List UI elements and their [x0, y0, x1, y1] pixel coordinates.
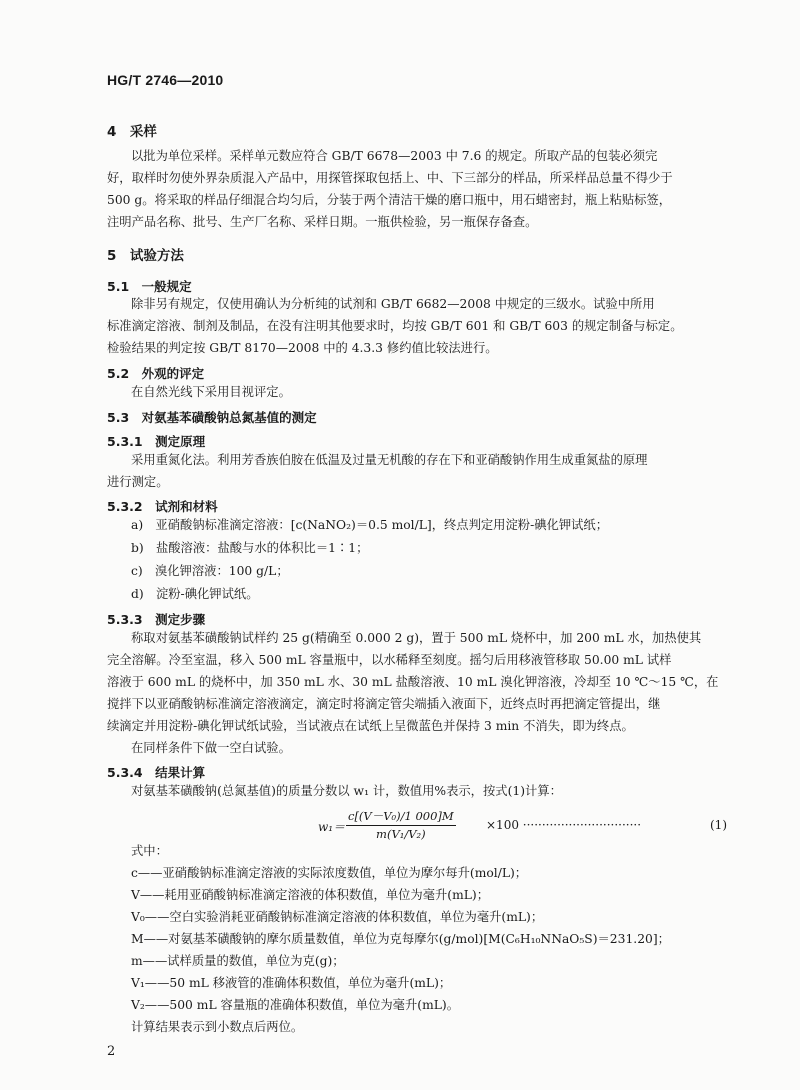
definition-m: m——试样质量的数值，单位为克(g)； [131, 954, 345, 968]
definition-M: M——对氨基苯磺酸钠的摩尔质量数值，单位为克每摩尔(g/mol)[M(C₆H₁₀NNaO₅S)＝231.20]； [131, 932, 670, 946]
section-5-1-title: 5.1 一般规定 [107, 279, 192, 294]
s533-line-6: 在同样条件下做一空白试验。 [131, 741, 291, 755]
s51-line-2: 标准滴定溶液、制剂及制品，在没有注明其他要求时，均按 GB/T 601 和 GB/T 603 的规定制备与标定。 [107, 319, 683, 333]
s533-line-2: 完全溶解。冷至室温，移入 500 mL 容量瓶中，以水稀释至刻度。摇匀后用移液管移取 50.00 mL 试样 [107, 653, 672, 667]
section-5-3-2-title: 5.3.2 试剂和材料 [107, 499, 218, 514]
s531-line-1: 采用重氮化法。利用芳香族伯胺在低温及过量无机酸的存在下和亚硝酸钠作用生成重氮盐的原理 [131, 453, 648, 467]
definition-c: c——亚硝酸钠标准滴定溶液的实际浓度数值，单位为摩尔每升(mol/L)； [131, 866, 528, 880]
page-number: 2 [107, 1044, 116, 1059]
definition-V1: V₁——50 mL 移液管的准确体积数值，单位为毫升(mL)； [131, 976, 452, 990]
section-5-3-title: 5.3 对氨基苯磺酸钠总氮基值的测定 [107, 410, 317, 425]
formula-fraction [346, 808, 456, 841]
result-precision-note: 计算结果表示到小数点后两位。 [131, 1020, 304, 1034]
section-4-title: 4 采样 [107, 124, 157, 140]
formula-1 [318, 808, 738, 848]
reagent-item-d: d) 淀粉-碘化钾试纸。 [131, 587, 259, 601]
section-5-title: 5 试验方法 [107, 248, 184, 264]
s4-line-3: 500 g。将采取的样品仔细混合均匀后，分装于两个清洁干燥的磨口瓶中，用石蜡密封，瓶上粘贴标签， [107, 193, 672, 207]
s533-line-5: 续滴定并用淀粉-碘化钾试纸试验，当试液点在试纸上呈微蓝色并保持 3 min 不消失，即为终点。 [107, 719, 634, 733]
formula-denominator: m(V₁/V₂) [376, 827, 426, 841]
s531-line-2: 进行测定。 [107, 475, 169, 489]
section-5-2-title: 5.2 外观的评定 [107, 366, 205, 381]
definition-V0: V₀——空白实验消耗亚硝酸钠标准滴定溶液的体积数值，单位为毫升(mL)； [131, 910, 544, 924]
section-5-3-4-title: 5.3.4 结果计算 [107, 765, 206, 780]
s4-line-2: 好，取样时勿使外界杂质混入产品中，用探管探取包括上、中、下三部分的样品，所采样品总量不得少于 [107, 171, 673, 185]
reagent-item-c: c) 溴化钾溶液：100 g/L； [131, 564, 289, 578]
reagent-item-b: b) 盐酸溶液：盐酸与水的体积比＝1∶1； [131, 541, 369, 555]
s533-line-4: 搅拌下以亚硝酸钠标准滴定溶液滴定，滴定时将滴定管尖端插入液面下，近终点时再把滴定管提出，继 [107, 697, 661, 711]
s51-line-3: 检验结果的判定按 GB/T 8170—2008 中的 4.3.3 修约值比较法进行。 [107, 341, 498, 355]
formula-lhs: w₁＝ [318, 820, 346, 834]
s51-line-1: 除非另有规定，仅使用确认为分析纯的试剂和 GB/T 6682—2008 中规定的三级水。试验中所用 [131, 297, 655, 311]
formula-numerator: c[(V－V₀)/1 000]M [346, 808, 456, 826]
where-label: 式中： [131, 844, 168, 858]
s533-line-1: 称取对氨基苯磺酸钠试样约 25 g(精确至 0.000 2 g)，置于 500 mL 烧杯中，加 200 mL 水，加热使其 [131, 631, 702, 645]
section-5-3-1-title: 5.3.1 测定原理 [107, 434, 206, 449]
s4-line-4: 注明产品名称、批号、生产厂名称、采样日期。一瓶供检验，另一瓶保存备查。 [107, 215, 538, 229]
formula-tail: ×100 ······························· [486, 818, 642, 832]
s533-line-3: 溶液于 600 mL 的烧杯中，加 350 mL 水、30 mL 盐酸溶液、10 mL 溴化钾溶液，冷却至 10 ℃～15 ℃，在 [107, 675, 719, 689]
definition-V2: V₂——500 mL 容量瓶的准确体积数值，单位为毫升(mL)。 [131, 998, 459, 1012]
section-5-3-3-title: 5.3.3 测定步骤 [107, 612, 206, 627]
s534-intro: 对氨基苯磺酸钠(总氮基值)的质量分数以 w₁ 计，数值用%表示，按式(1)计算： [131, 784, 562, 798]
formula-number: (1) [710, 818, 727, 832]
s4-line-1: 以批为单位采样。采样单元数应符合 GB/T 6678—2003 中 7.6 的规定。所取产品的包装必须完 [131, 149, 658, 163]
definition-V: V——耗用亚硝酸钠标准滴定溶液的体积数值，单位为毫升(mL)； [131, 888, 490, 902]
reagent-item-a: a) 亚硝酸钠标准滴定溶液：[c(NaNO₂)＝0.5 mol/L]，终点判定用淀粉-碘化钾试纸； [131, 518, 609, 532]
s52-text: 在自然光线下采用目视评定。 [131, 385, 291, 399]
standard-code-header: HG/T 2746—2010 [107, 72, 224, 88]
